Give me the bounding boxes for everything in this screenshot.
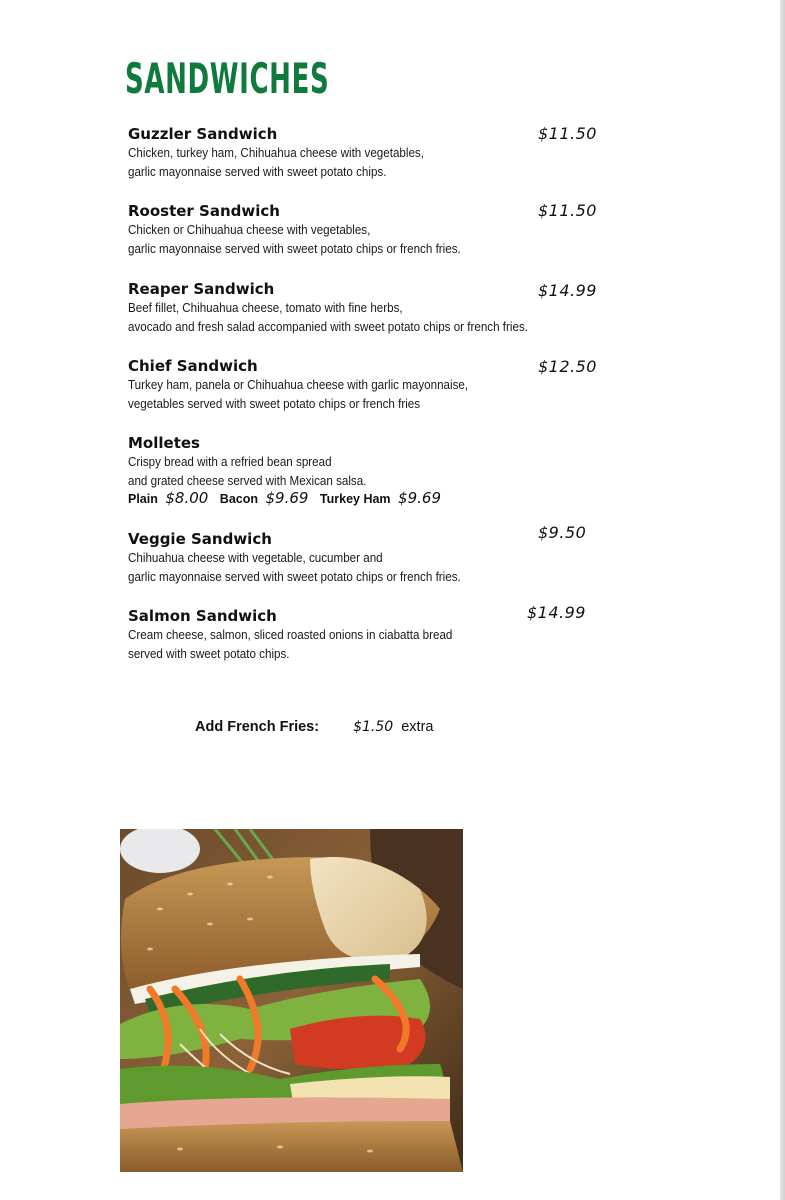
item-price: $11.50 <box>538 124 597 143</box>
description-line: Beef fillet, Chihuahua cheese, tomato with fine herbs, <box>128 301 403 315</box>
description-line: Chicken or Chihuahua cheese with vegetables, <box>128 223 371 237</box>
description-line: avocado and fresh salad accompanied with sweet potato chips or french fries. <box>128 320 529 334</box>
molletes-options <box>128 489 449 507</box>
item-price: $14.99 <box>527 603 586 622</box>
menu-item-guzzler <box>128 124 446 182</box>
add-fries-note <box>195 719 433 735</box>
option-price: $8.00 <box>165 489 209 507</box>
page-edge-shadow <box>780 0 785 1200</box>
item-description <box>128 626 452 664</box>
item-price: $12.50 <box>538 357 597 376</box>
item-price: $9.50 <box>538 523 587 542</box>
description-line: Chicken, turkey ham, Chihuahua cheese with vegetables, <box>128 146 424 160</box>
option-price: $9.69 <box>265 489 309 507</box>
description-line: Turkey ham, panela or Chihuahua cheese with garlic mayonnaise, <box>128 378 469 392</box>
item-description <box>128 221 461 259</box>
item-name: Guzzler Sandwich <box>128 125 278 143</box>
option-price: $9.69 <box>398 489 441 507</box>
item-description <box>128 144 424 182</box>
extra-price: $1.50 <box>353 719 394 735</box>
sandwich-photo <box>120 829 463 1172</box>
description-line: Chihuahua cheese with vegetable, cucumber and <box>128 551 383 565</box>
item-description <box>128 299 528 337</box>
option-label: Turkey Ham <box>319 492 391 506</box>
menu-item-salmon <box>128 606 477 664</box>
menu-item-molletes <box>128 433 384 491</box>
description-line: vegetables served with sweet potato chips or french fries <box>128 397 421 411</box>
extra-suffix: extra <box>401 719 434 735</box>
item-name: Reaper Sandwich <box>128 280 275 298</box>
menu-item-chief <box>128 356 494 414</box>
item-description <box>128 453 366 491</box>
description-line: Cream cheese, salmon, sliced roasted onions in ciabatta bread <box>128 628 453 642</box>
item-name: Chief Sandwich <box>128 357 258 375</box>
option-label: Plain <box>128 492 158 506</box>
description-line: garlic mayonnaise served with sweet potato chips or french fries. <box>128 570 461 584</box>
description-line: served with sweet potato chips. <box>128 647 290 661</box>
menu-item-reaper <box>128 279 558 337</box>
item-description <box>128 549 461 587</box>
item-name: Veggie Sandwich <box>128 530 272 548</box>
item-name: Salmon Sandwich <box>128 607 277 625</box>
menu-item-veggie <box>128 529 486 587</box>
option-label: Bacon <box>219 492 258 506</box>
description-line: garlic mayonnaise served with sweet potato chips or french fries. <box>128 242 461 256</box>
description-line: and grated cheese served with Mexican salsa. <box>128 474 367 488</box>
menu-item-rooster <box>128 201 486 259</box>
item-description <box>128 376 468 414</box>
item-name: Molletes <box>128 434 200 452</box>
item-price: $11.50 <box>538 201 597 220</box>
item-price: $14.99 <box>538 281 597 300</box>
item-name: Rooster Sandwich <box>128 202 280 220</box>
extra-label: Add French Fries: <box>195 719 320 735</box>
description-line: garlic mayonnaise served with sweet potato chips. <box>128 165 387 179</box>
section-title: SANDWICHES <box>125 54 330 103</box>
description-line: Crispy bread with a refried bean spread <box>128 455 332 469</box>
